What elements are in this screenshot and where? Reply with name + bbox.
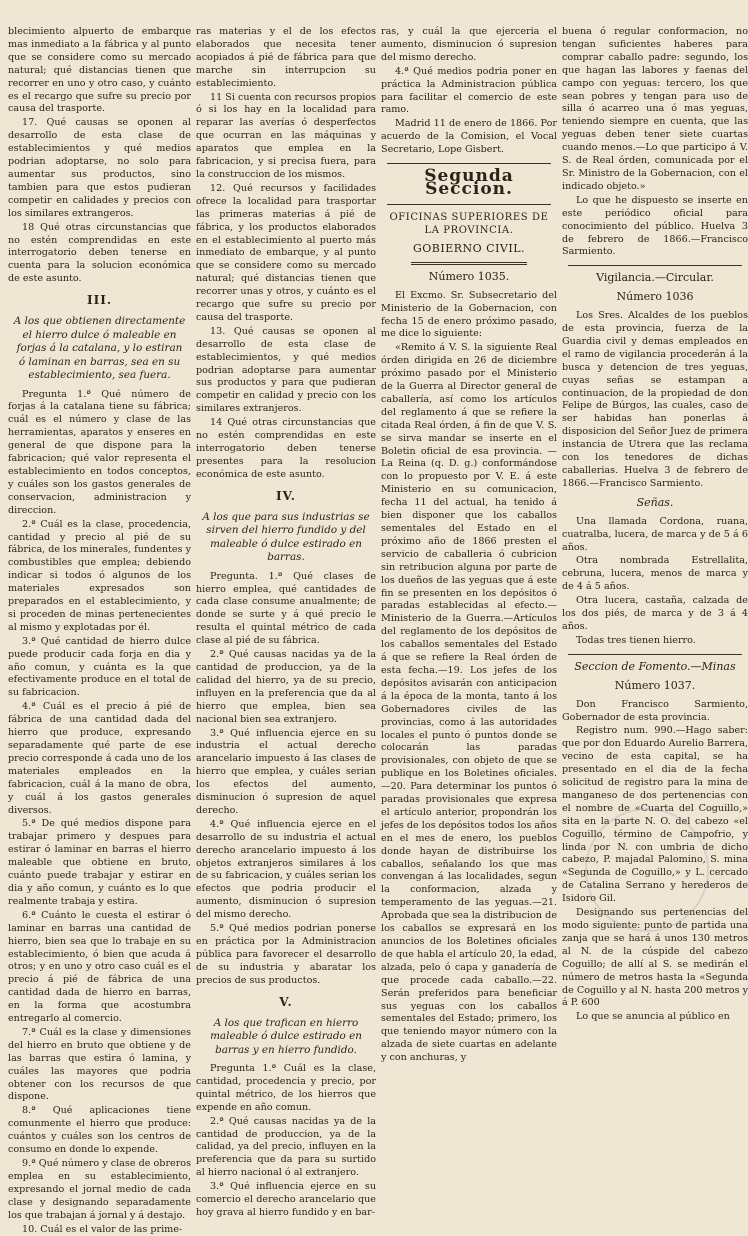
notice-number: Número 1036 [616,290,694,304]
paragraph: buena ó regular conformacion, no tengan suficientes haberes para comprar caballo padre: segundo, los que hagan las labores y faenas del campo con yeguas: tercero, los que sean pobres y tengan para uso de silla ó acarreo una ó mas yeguas, teniendo siempre en cuenta, que las yeguas deben tener siete cuartas cuando menos.—Lo que participo á V. S. de Real órden, comunicada por el Sr. Ministro de la Gobernacion, con el indicado objeto.» [562,26,748,192]
paragraph: ras materias y el de los efectos elaborados que necesita tener acopiados á pié de fábrica para que marche sin interrupcion su establecimiento. [196,26,376,89]
paragraph: blecimiento alpuerto de embarque mas inmediato a la fábrica y al punto que se considere como su mercado natural; qué distancias tienen que recorrer en uno y otro caso, y cuánto es el recargo que sufre su precio por causa del trasporte. [8,26,191,115]
section-subtitle: A los que trafican en hierro maleable ó dulce estirado en barras y en hierro fundido. [210,1016,362,1056]
paragraph: 5.ª Qué medios podrian ponerse en práctica por la Administracion pública para favorecer el desarrollo de su industria y abaratar los precios de sus productos. [196,923,376,986]
divider [568,654,742,655]
paragraph: 8.ª Qué aplicaciones tiene comunmente el hierro que produce: cuántos y cuáles son los centros de consumo en donde lo expende. [8,1105,191,1156]
paragraph: Los Sres. Alcaldes de los pueblos de esta provincia, fuerza de la Guardia civil y demas empleados en el ramo de vigilancia procederán á la busca y detencion de tres yeguas, cuyas señas se estampan a continuacion, de la propiedad de don Felipe de Búrgos, las cuales, caso de ser habidas han ponerlas á disposicion del Señor Juez de primera instancia de Utrera que las reclama con los tenedores de dichas caballerias. Huelva 3 de febrero de 1866.—Francisco Sarmiento. [562,310,748,489]
column-2 [196,26,376,1218]
paragraph: 18 Qué otras circunstancias que no estén comprendidas en este interrogatorio deben tenerse en cuenta para la solucion económica de este asunto. [8,221,191,285]
section-subtitle: A los que obtienen directamente el hierro dulce ó maleable en forjas á la catalana, y lo estiran ó laminan en barras, sea en su establecimiento, sea fuera. [13,315,186,382]
paragraph: 3.ª Qué cantidad de hierro dulce puede producir cada forja en dia y año comun, y cuánta es la que efectivamente produce en el total de su fabricacion. [8,635,191,699]
paragraph: Otra nombrada Estrellalita, cebruna, lucera, menos de marca y de 4 á 5 años. [562,555,748,593]
paragraph: 17. Qué causas se oponen al desarrollo de esta clase de establecimientos y qué medios podrian adoptarse, no solo para aumentar sus productos, sino tambien para que estos pudieran competir en calidades y precios con los similares extrangeros. [8,117,191,219]
paragraph: 4.ª Qué medios podria poner en práctica la Administracion pública para facilitar el comercio de este ramo. [381,65,557,116]
section-heading: IV. [275,488,296,503]
divider [411,262,527,265]
paragraph: Lo que se anuncia al público en [576,1011,730,1023]
notice-subheading: Seccion de Fomento.—Minas [574,659,736,673]
divider [387,204,551,205]
divider [387,163,551,164]
paragraph: «Remito á V. S. la siguiente Real órden dirigida en 26 de diciembre próximo pasado por el Ministerio de la Guerra al Director general de caballería, así como los artículos del reglamento á que se refiere la citada Real órden, á fin de que V. S. se sirva mandar se inserte en el Boletin oficial de esa provincia. —La Reina (q. D. g.) conformándose con lo propuesto por V. E. á este Ministerio en su comunicacion, fecha 11 del actual, ha tenido á bien disponer que los caballos sementales del Estado en el próximo año de 1866 presten el servicio de caballeria ó cubricion sin retribucion alguna por parte de los dueños de las yeguas que á este fin se presenten en los depósitos ó paradas establecidas al efecto.—Ministerio de la Guerra.—Artículos del reglamento de los depósitos de los caballos sementales del Estado á que se refiere la Real órden de esta fecha.—19. Los jefes de los depósitos avisarán con anticipacion á la época de la monta, tanto á los Gobernadores civiles de las provincias, como á las autoridades locales el punto ó puntos donde se colocarán las paradas provisionales, con objeto de que se publique en los Boletines oficiales.—20. Para determinar los puntos ó paradas provisionales que expresa el artículo anterior, propondrán los jefes de los depósitos todos los años en el mes de enero, los pueblos donde hayan de distribuirse los caballos, señalando los que mas convengan á las localidades, segun la conformacion, alzada y temperamento de las yeguas.—21. Aprobada que sea la distribucion de los caballos se expresará en los anuncios de los Boletines oficiales de que habla el artículo 20, la edad, alzada, pelo ó capa y ganadería de que procede cada caballo.—22. Serán preferidos para beneficiar sus yeguas con los caballos sementales del Estado; primero, los que teniendo mayor número con la alzada de siete cuartas en adelante y con anchuras, y [381,342,557,1064]
paragraph: Registro num. 990.—Hago saber: que por don Eduardo Aurelio Barrera, vecino de esta capital, se ha presentado en el dia de la fecha solicitud de registro para la mina de manganeso de dos pertenencias con el nombre de «Cuarta del Coguillo,» sita en la parte N. O. del cabezo «el Coguillo, término de Campofrio, y linda por N. con umbria de dicho cabezo, P. majadal Palomino, S. mina «Segunda de Coguillo,» y L. cercado de Catalina Serrano y herederos de Isidoro Gil. [562,725,748,905]
paragraph: Pregunta 1.ª Qué número de forjas á la catalana tiene su fábrica; cuál es el número y clase de las herramientas, aparatos y enseres en general de que dispone para la fabricacion; qué valor representa el establecimiento en todos conceptos, y cuáles son los gastos generales de conservacion, administracion y direccion. [8,388,191,516]
paragraph: 9.ª Qué número y clase de obreros emplea en su establecimiento, expresando el jornal medio de cada clase y designando separadamente los que trabajan á jornal y á destajo. [8,1158,191,1221]
paragraph: Designando sus pertenencias del modo siguiente: punto de partida una zanja que se hará á unos 130 metros al N. de la cúspide del cabezo Coguillo; de allí al S. se medirán el número de metros hasta la «Segunda de Coguillo y al N. hasta 200 metros y á P. 600 [562,907,748,1009]
paragraph: 2.ª Qué causas nacidas ya de la cantidad de produccion, ya de la calidad, ya del precio, influyen en la preferencia que da para su surtido al hierro nacional ó al extranjero. [196,1115,376,1179]
office-heading: OFICINAS SUPERIORES DE LA PROVINCIA. [389,211,549,236]
paragraph: Todas tres tienen hierro. [576,634,696,646]
section-title: Segunda Seccion. [424,166,514,199]
paragraph: Otra lucera, castaña, calzada de los dos piés, de marca y de 3 á 4 años. [562,595,748,632]
section-heading: V. [279,994,293,1009]
section-heading: III. [86,293,113,308]
paragraph: 12. Qué recursos y facilidades ofrece la localidad para trasportar las primeras materias á pié de fábrica, y los productos elaborados en el establecimiento al puerto más inmediato de embarque, y al punto que se considere como su mercado natural; qué distancias tienen que recorrer unas y otros, y cuánto es el recargo que sufre su precio por causa del trasporte. [196,182,376,323]
column-1 [8,26,191,1235]
paragraph: Una llamada Cordona, ruana, cuatralba, lucera, de marca y de 5 á 6 años. [562,515,748,553]
paragraph: 11 Si cuenta con recursos propios ó si los hay en la localidad para reparar las averías ó desperfectos que ocurran en las máquinas y aparatos que emplea en la fabricacion, y si precisa fuera, para la construccion de los mismos. [196,91,376,180]
notice-number: Número 1035. [428,269,510,283]
section-subtitle: A los que para sus industrias se sirven del hierro fundido y del maleable ó dulce estirado en barras. [202,510,370,564]
paragraph: 4.ª Cuál es el precio á pié de fábrica de una cantidad dada del hierro que produce, expresando separadamente qué parte de ese precio corresponde á cada uno de los materiales empleados en la fabricacion, cuál á la mano de obra, y cuál á los gastos generales diversos. [8,701,191,816]
paragraph: 7.ª Cuál es la clase y dimensiones del hierro en bruto que obtiene y de las barras que estira ó lamina, y cuáles las mayores que podria obtener con los recursos de que dispone. [8,1026,191,1103]
paragraph: 3.ª Qué influencia ejerce en su industria el actual derecho arancelario impuesto á las clases de hierro que emplea, y cuáles serian los efectos del aumento, disminucion ó supresion de aquel derecho. [196,727,376,816]
paragraph: 6.ª Cuánto le cuesta el estirar ó laminar en barras una cantidad de hierro, bien sea que lo trabaje en su establecimiento, ó bien que acuda á otros; y en uno y otro caso cuál es el precio á pié de fábrica de una cantidad dada de hierro en barras, en la forma que acostumbra entregarlo al comercio. [8,909,191,1025]
paragraph: Pregunta. 1.ª Qué clases de hierro emplea, qué cantidades de cada clase consume anualmente; de donde se surte y á qué precio le resulta el quintal métrico de cada clase al pié de su fábrica. [196,570,376,647]
column-4 [562,26,748,1022]
notice-subheading: Señas. [636,495,674,509]
paragraph: Madrid 11 de enero de 1866. Por acuerdo de la Comision, el Vocal Secretario, Lope Gisbert. [381,118,557,156]
department-heading: GOBIERNO CIVIL. [412,241,526,255]
paragraph: 10. Cuál es el valor de las prime- [22,1223,183,1235]
notice-subheading: Vigilancia.—Circular. [596,271,714,285]
paragraph: 4.ª Qué influencia ejerce en el desarrollo de su industria el actual derecho arancelario impuesto á los objetos extranjeros similares á los de su fabricacion, y cuáles serian los efectos que podria producir el aumento, disminucion ó supresion del mismo derecho. [196,818,376,921]
paragraph: 2.ª Cuál es la clase, procedencia, cantidad y precio al pié de su fábrica, de los minerales, fundentes y combustibles que emplea; debiendo indicar si todos ó algunos de los materiales expresados son preparados en el establecimiento, y si proceden de minas pertenecientes al mismo y explotadas por él. [8,518,191,633]
paragraph: 2.ª Qué causas nacidas ya de la cantidad de produccion, ya de la calidad del hierro, ya de su precio, influyen en la preferencia que da al hierro que emplea, bien sea nacional bien sea extranjero. [196,649,376,725]
paragraph: El Excmo. Sr. Subsecretario del Ministerio de la Gobernacion, con fecha 15 de enero próximo pasado, me dice lo siguiente: [381,289,557,340]
paragraph: 13. Qué causas se oponen al desarrollo de esta clase de establecimientos, y qué medios podrian adoptarse para aumentar sus productos y para que pudieran competir en calidad y precio con los similares extranjeros. [196,325,376,415]
columns [8,26,748,1235]
paragraph: 5.ª De qué medios dispone para trabajar primero y despues para estirar ó laminar en barras el hierro maleable que obtiene en bruto, cuánto puede trabajar y estirar en dia y año comun, y cuánto es lo que realmente trabaja y estira. [8,818,191,907]
column-3 [381,26,557,1064]
paragraph: Lo que he dispuesto se inserte en este periódico oficial para conocimiento del público. Huelva 3 de febrero de 1866.—Francisco Sarmiento. [562,194,748,258]
paragraph: 14 Qué otras circunstancias que no estén comprendidas en este interrogatorio deben tenerse presentes para la resolucion económica de este asunto. [196,417,376,480]
divider [568,265,742,266]
notice-number: Número 1037. [614,678,696,692]
paragraph: Don Francisco Sarmiento, Gobernador de esta provincia. [562,698,748,723]
paragraph: Pregunta 1.ª Cuál es la clase, cantidad, procedencia y precio, por quintal métrico, de los hierros que expende en año comun. [196,1063,376,1113]
paragraph: 3.ª Qué influencia ejerce en su comercio el derecho arancelario que hoy grava al hierro fundido y en bar- [196,1181,376,1218]
paragraph: ras, y cuál la que ejerceria el aumento, disminucion ó supresion del mismo derecho. [381,26,557,63]
